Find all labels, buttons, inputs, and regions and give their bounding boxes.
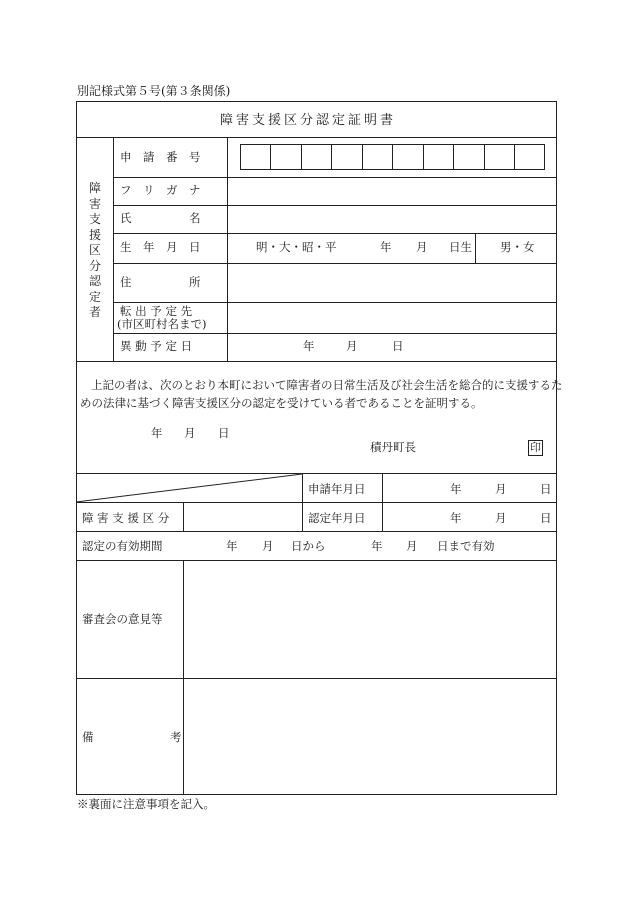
- validity-start-year-unit: 年: [226, 539, 238, 553]
- digit-box-divider: [484, 144, 485, 170]
- applied-month-unit: 月: [495, 482, 507, 496]
- change-day-unit: 日: [392, 339, 404, 353]
- issue-year-unit: 年: [151, 426, 163, 440]
- mayor-title: 積丹町長: [370, 440, 416, 454]
- certification-text-line2: めの法律に基づく障害支援区分の認定を受けている者であることを証明する。: [80, 396, 483, 410]
- footnote: ※裏面に注意事項を記入。: [77, 797, 215, 811]
- birthdate-label: 生 年 月 日: [120, 240, 201, 254]
- applied-day-unit: 日: [540, 482, 552, 496]
- validity-end-month-unit: 月: [406, 539, 418, 553]
- section-end-divider: [76, 361, 557, 362]
- remarks-field[interactable]: [184, 679, 556, 794]
- digit-box-divider: [423, 144, 424, 170]
- certified-month-unit: 月: [495, 511, 507, 525]
- era-options[interactable]: 明・大・昭・平: [256, 240, 337, 254]
- validity-start-month-unit: 月: [262, 539, 274, 553]
- review-opinion-field[interactable]: [184, 561, 556, 677]
- digit-box-divider: [362, 144, 363, 170]
- support-category-field[interactable]: [184, 503, 301, 530]
- change-date-label: 異 動 予 定 日: [120, 339, 193, 353]
- row-divider: [76, 531, 557, 532]
- title-divider: [76, 137, 557, 138]
- digit-box-divider: [301, 144, 302, 170]
- review-opinion-label: 審査会の意見等: [82, 612, 163, 626]
- validity-label: 認定の有効期間: [82, 539, 163, 553]
- seal-mark: 印: [530, 441, 541, 454]
- support-category-label: 障 害 支 援 区 分: [82, 511, 170, 525]
- applicant-section-label: 障害支援区分認定者: [88, 181, 101, 319]
- name-label: 氏 名: [120, 211, 201, 225]
- furigana-field[interactable]: [228, 178, 556, 204]
- row-divider: [113, 233, 557, 234]
- document-title: 障害支援区分認定証明書: [220, 113, 397, 128]
- digit-box-divider: [392, 144, 393, 170]
- form-number: 別記様式第５号(第３条関係): [77, 84, 231, 98]
- column-divider: [382, 473, 383, 531]
- certified-day-unit: 日: [540, 511, 552, 525]
- transfer-destination-label: 転 出 予 定 先: [120, 304, 193, 318]
- issue-day-unit: 日: [218, 426, 230, 440]
- change-month-unit: 月: [346, 339, 358, 353]
- birth-month-unit: 月: [416, 240, 428, 254]
- change-year-unit: 年: [303, 339, 315, 353]
- application-number-label: 申 請 番 号: [120, 150, 201, 164]
- birth-day-unit: 日生: [449, 240, 472, 254]
- digit-box-divider: [514, 144, 515, 170]
- sex-options[interactable]: 男・女: [500, 240, 535, 254]
- diagonal-strike: [76, 473, 303, 503]
- certified-date-label: 認定年月日: [308, 511, 366, 525]
- furigana-label: フ リ ガ ナ: [120, 183, 201, 197]
- digit-box-divider: [453, 144, 454, 170]
- section-divider: [113, 137, 114, 361]
- digit-box-divider: [270, 144, 271, 170]
- row-divider: [113, 333, 557, 334]
- address-field[interactable]: [228, 264, 556, 301]
- applied-date-label: 申請年月日: [308, 482, 366, 496]
- sex-divider: [475, 233, 476, 263]
- address-label: 住 所: [120, 275, 201, 289]
- digit-box-divider: [331, 144, 332, 170]
- validity-from: 日から: [291, 539, 326, 553]
- issue-month-unit: 月: [184, 426, 196, 440]
- remarks-label-part2: 考: [170, 730, 182, 744]
- applied-year-unit: 年: [450, 482, 462, 496]
- certification-text-line1: 上記の者は、次のとおり本町において障害者の日常生活及び社会生活を総合的に支援するた: [91, 378, 563, 392]
- birth-year-unit: 年: [380, 240, 392, 254]
- transfer-destination-note: (市区町村名まで): [117, 317, 207, 331]
- validity-end-year-unit: 年: [371, 539, 383, 553]
- remarks-label-part1: 備: [82, 730, 94, 744]
- transfer-destination-field[interactable]: [228, 303, 556, 332]
- certified-year-unit: 年: [450, 511, 462, 525]
- name-field[interactable]: [228, 206, 556, 232]
- validity-until: 日まで有効: [437, 539, 495, 553]
